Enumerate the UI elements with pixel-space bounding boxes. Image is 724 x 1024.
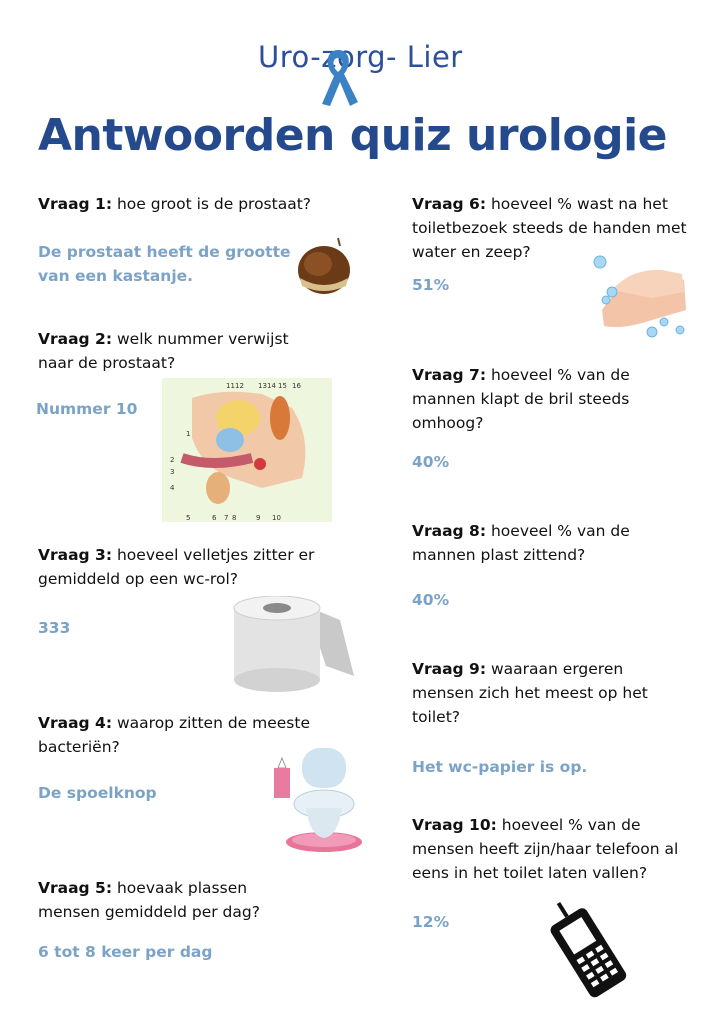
question-text: waaraan ergeren mensen zich het meest op het toilet? — [412, 660, 648, 726]
svg-text:2: 2 — [170, 456, 175, 464]
logo-text: Uro-zorg- Lier — [258, 40, 463, 74]
answer-7: 40% — [412, 453, 450, 471]
question-text: hoeveel velletjes zitter er gemiddeld op een wc-rol? — [38, 546, 315, 588]
question-text: hoeveel % van de mannen plast zittend? — [412, 522, 630, 564]
question-label: Vraag 5: — [38, 879, 113, 897]
toilet-roll-icon — [230, 596, 354, 694]
question-text: hoeveel % van de mensen heeft zijn/haar telefoon al eens in het toilet laten vallen? — [412, 816, 679, 882]
handwash-icon — [592, 250, 690, 342]
question-5 — [38, 876, 278, 924]
svg-text:1: 1 — [186, 430, 191, 438]
question-label: Vraag 1: — [38, 195, 113, 213]
logo — [258, 32, 468, 108]
toilet-icon — [270, 744, 366, 856]
answer-9: Het wc-papier is op. — [412, 758, 588, 776]
svg-text:16: 16 — [292, 382, 301, 390]
question-label: Vraag 4: — [38, 714, 113, 732]
question-label: Vraag 2: — [38, 330, 113, 348]
svg-text:7: 7 — [224, 514, 229, 522]
answer-3: 333 — [38, 619, 71, 637]
question-7 — [412, 363, 672, 435]
svg-text:3: 3 — [170, 468, 175, 476]
question-text: hoevaak plassen mensen gemiddeld per dag? — [38, 879, 260, 921]
svg-text:9: 9 — [256, 514, 261, 522]
question-label: Vraag 8: — [412, 522, 487, 540]
answer-5: 6 tot 8 keer per dag — [38, 943, 213, 961]
answer-6: 51% — [412, 276, 450, 294]
answer-10: 12% — [412, 913, 450, 931]
question-3 — [38, 543, 338, 591]
question-1 — [38, 192, 338, 216]
svg-text:5: 5 — [186, 514, 191, 522]
mobile-phone-icon — [548, 900, 630, 1000]
svg-text:6: 6 — [212, 514, 217, 522]
question-text: hoeveel % van de mannen klapt de bril steeds omhoog? — [412, 366, 630, 432]
page-title: Antwoorden quiz urologie — [38, 110, 668, 161]
anatomy-diagram — [162, 378, 332, 522]
svg-text:15: 15 — [278, 382, 287, 390]
question-text: hoe groot is de prostaat? — [116, 195, 312, 213]
svg-text:13: 13 — [258, 382, 267, 390]
answer-4: De spoelknop — [38, 784, 157, 802]
answer-2: Nummer 10 — [36, 400, 138, 418]
question-label: Vraag 10: — [412, 816, 497, 834]
svg-text:8: 8 — [232, 514, 237, 522]
question-10 — [412, 813, 702, 885]
question-label: Vraag 3: — [38, 546, 113, 564]
question-9 — [412, 657, 682, 729]
question-label: Vraag 6: — [412, 195, 487, 213]
svg-text:4: 4 — [170, 484, 175, 492]
question-text: welk nummer verwijst naar de prostaat? — [38, 330, 289, 372]
svg-text:11: 11 — [226, 382, 235, 390]
question-8 — [412, 519, 672, 567]
question-text: waarop zitten de meeste bacteriën? — [38, 714, 310, 756]
chestnut-icon — [294, 234, 358, 298]
question-label: Vraag 7: — [412, 366, 487, 384]
svg-text:14: 14 — [267, 382, 276, 390]
awareness-ribbon-icon — [316, 44, 360, 108]
answer-1: De prostaat heeft de grootte van een kastanje. — [38, 243, 291, 285]
question-label: Vraag 9: — [412, 660, 487, 678]
svg-text:12: 12 — [235, 382, 244, 390]
question-2 — [38, 327, 308, 375]
question-text: hoeveel % wast na het toiletbezoek steeds de handen met water en zeep? — [412, 195, 687, 261]
answer-8: 40% — [412, 591, 450, 609]
svg-text:10: 10 — [272, 514, 281, 522]
